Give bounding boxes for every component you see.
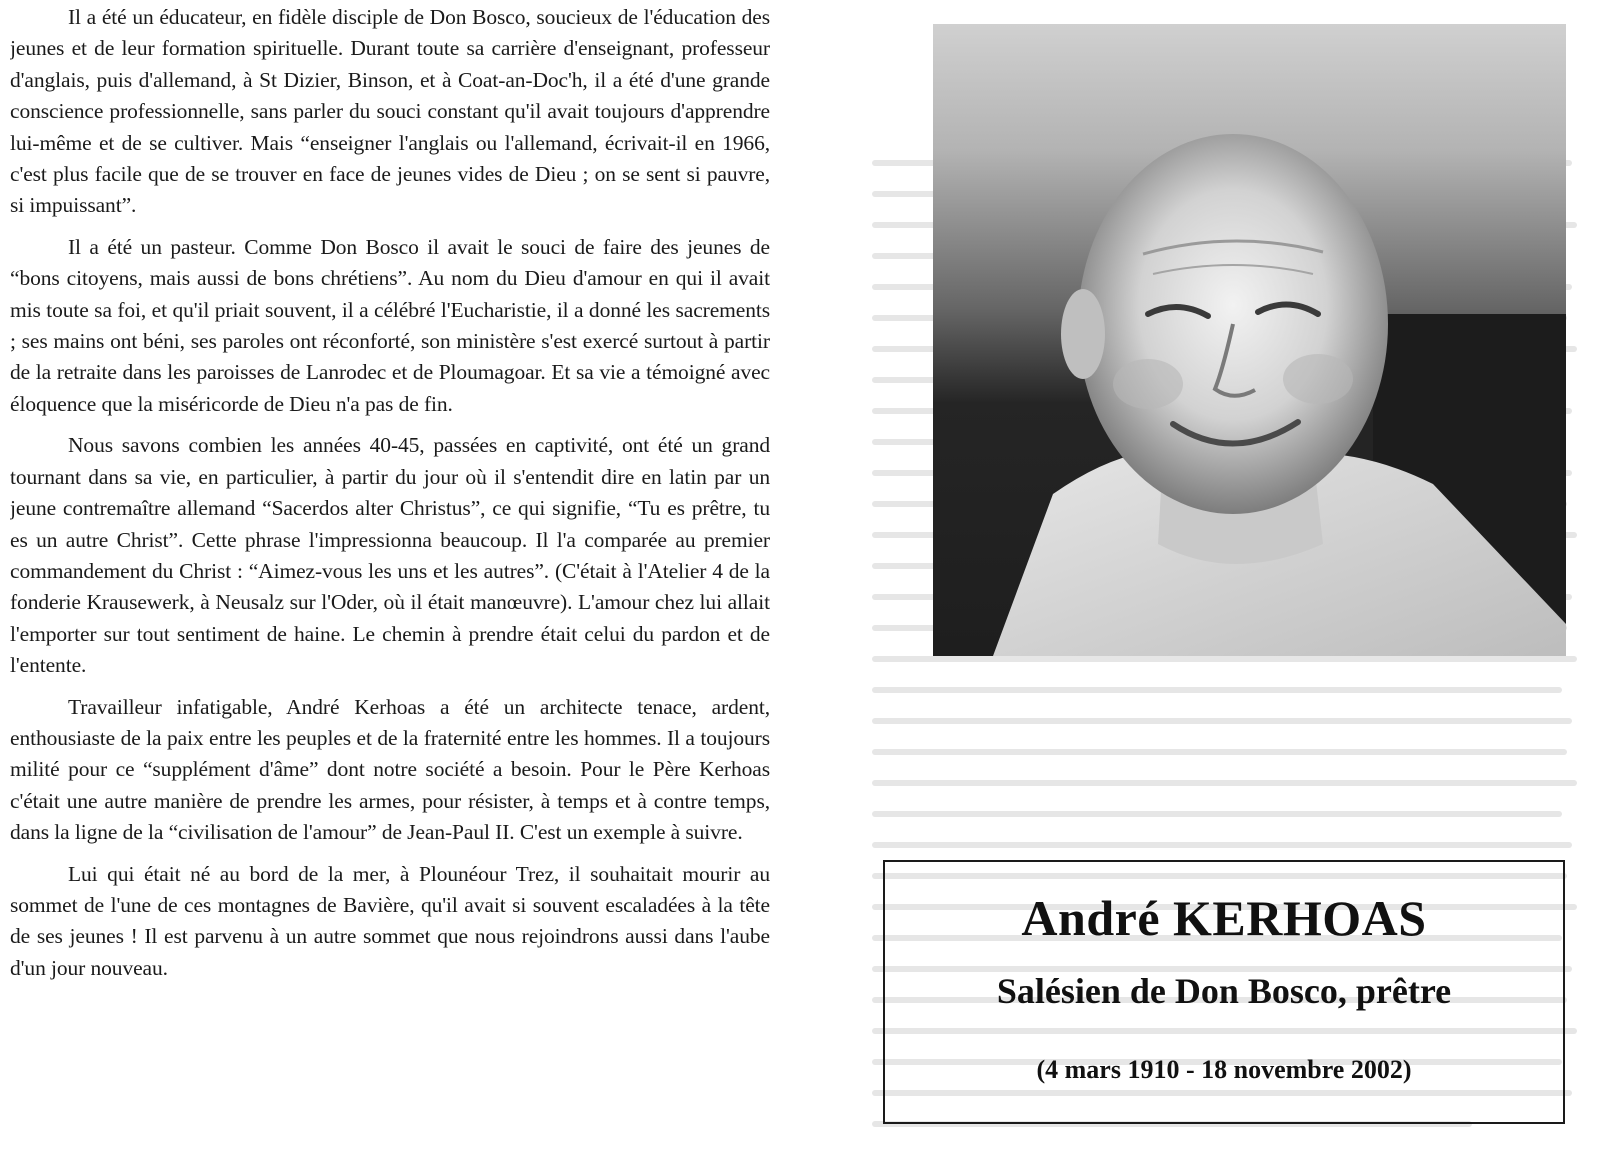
paragraph-peacemaker: Travailleur infatigable, André Kerhoas a été un architecte tenace, ardent, enthousiaste de la paix entre les peuples et de la fraternité entre les hommes. Il a toujours milité pour ce “supplément d'âme” dont notre société a besoin. Pour le Père Kerhoas c'était une autre manière de prendre les armes, pour résister, à temps et à contre temps, dans la ligne de la “civilisation de l'amour” de Jean-Paul II. C'est un exemple à suivre. bbox=[10, 694, 770, 845]
portrait-photo bbox=[933, 24, 1566, 656]
portrait-illustration bbox=[933, 24, 1566, 656]
paragraph-captivity: Nous savons combien les années 40-45, passées en captivité, ont été un grand tournant dans sa vie, en particulier, à partir du jour où il s'entendit dire en latin par un jeune contremaître allemand “Sacerdos alter Christus”, ce qui signifie, “Tu es prêtre, tu es un autre Christ”. Cette phrase l'impressionna beaucoup. Il l'a comparée au premier commandement du Christ : “Aimez-vous les uns et les autres”. (C'était à l'Atelier 4 de la fonderie Krausewerk, à Neusalz sur l'Oder, où il était manœuvre). L'amour chez lui allait l'emporter sur tout sentiment de haine. Le chemin à prendre était celui du pardon et de l'entente. bbox=[10, 433, 770, 678]
tribute-text-column bbox=[10, 2, 770, 1162]
paragraph-pastor: Il a été un pasteur. Comme Don Bosco il avait le souci de faire des jeunes de “bons citoyens, mais aussi de bons chrétiens”. Au nom du Dieu d'amour en qui il avait mis toute sa foi, et qu'il priait souvent, il a célébré l'Eucharistie, il a donné les sacrements ; ses mains ont béni, ses paroles ont réconforté, son ministère s'est exercé surtout à partir de la retraite dans les paroisses de Lanrodec et de Ploumagoar. Et sa vie a témoigné avec éloquence que la miséricorde de Dieu n'a pas de fin. bbox=[10, 234, 770, 416]
person-role: Salésien de Don Bosco, prêtre bbox=[996, 971, 1452, 1011]
life-dates: (4 mars 1910 - 18 novembre 2002) bbox=[1036, 1055, 1412, 1084]
person-name: André KERHOAS bbox=[1021, 890, 1427, 946]
obituary-caption-box bbox=[883, 860, 1565, 1124]
paragraph-educator: Il a été un éducateur, en fidèle disciple de Don Bosco, soucieux de l'éducation des jeunes et de leur formation spirituelle. Durant toute sa carrière d'enseignant, professeur d'anglais, puis d'allemand, à St Dizier, Binson, et à Coat-an-Doc'h, il a été d'une grande conscience professionnelle, sans parler du souci constant qu'il avait toujours d'apprendre lui-même et de se cultiver. Mais “enseigner l'anglais ou l'allemand, écrivait-il en 1966, c'est plus facile que de se trouver en face de jeunes vides de Dieu ; on se sent si pauvre, si impuissant”. bbox=[10, 5, 770, 218]
paragraph-closing: Lui qui était né au bord de la mer, à Plounéour Trez, il souhaitait mourir au sommet de l'une de ces montagnes de Bavière, qu'il avait si souvent escaladées à la tête de ses jeunes ! Il est parvenu à un autre sommet que nous rejoindrons aussi dans l'aube d'un jour nouveau. bbox=[10, 861, 770, 980]
